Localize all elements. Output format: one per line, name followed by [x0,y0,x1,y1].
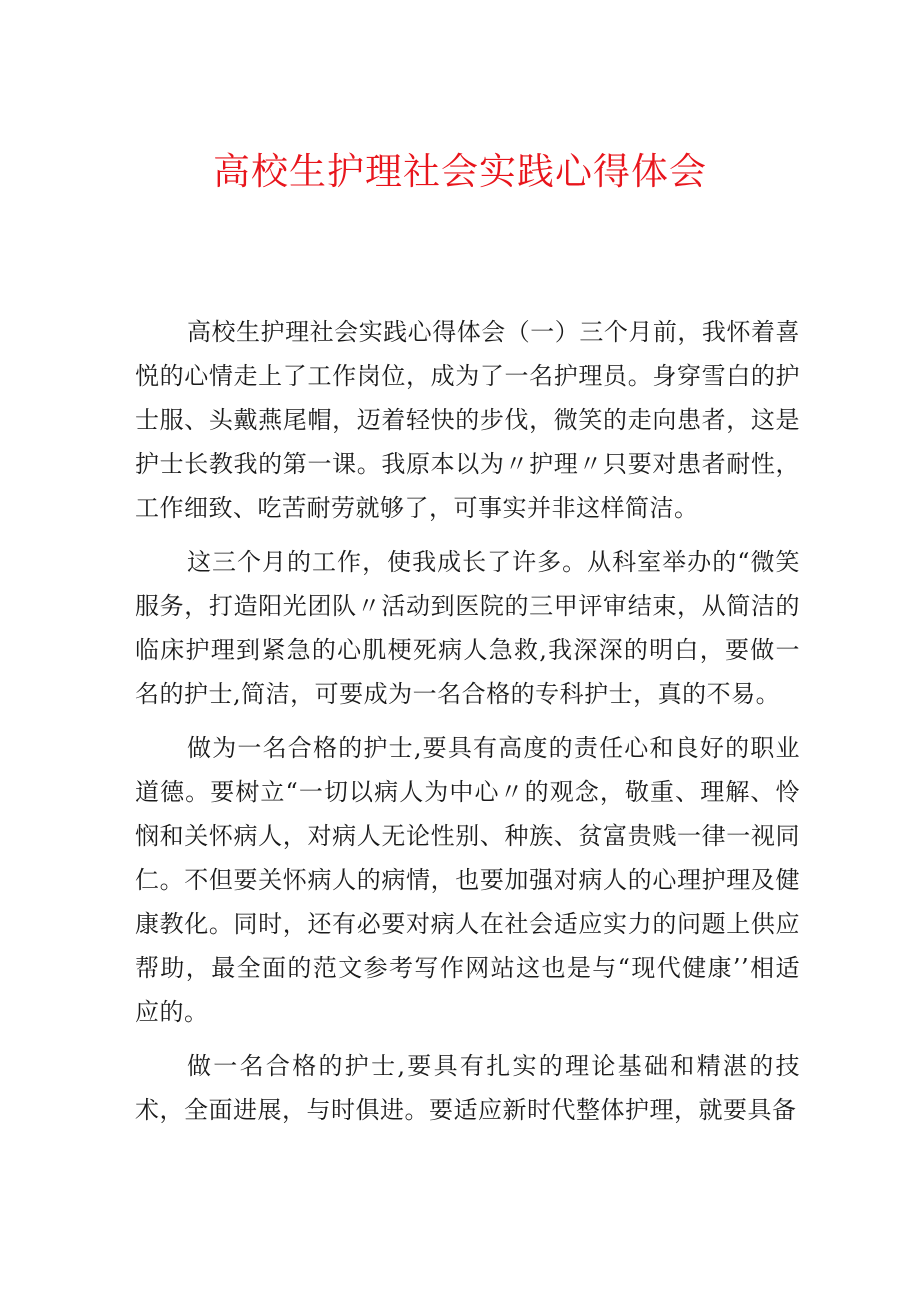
paragraph-4: 做一名合格的护士,要具有扎实的理论基础和精湛的技术，全面进展，与时俱进。要适应新时代整体护理，就要具备 [135,1052,800,1124]
document-body [135,310,800,1142]
paragraph-3: 做为一名合格的护士,要具有高度的责任心和良好的职业道德。要树立“一切以病人为中心〃的观念，敬重、理解、怜悯和关怀病人，对病人无论性别、种族、贫富贵贱一律一视同仁。不但要关怀病人的病情，也要加强对病人的心理护理及健康教化。同时，还有必要对病人在社会适应实力的问题上供应帮助，最全面的范文参考写作网站这也是与“现代健康’’相适应的。 [135,734,800,1026]
paragraph-1: 高校生护理社会实践心得体会（一）三个月前，我怀着喜悦的心情走上了工作岗位，成为了一名护理员。身穿雪白的护士服、头戴燕尾帽，迈着轻快的步伐，微笑的走向患者，这是护士长教我的第一课。我原本以为〃护理〃只要对患者耐性，工作细致、吃苦耐劳就够了，可事实并非这样简洁。 [135,318,800,522]
paragraph-2: 这三个月的工作，使我成长了许多。从科室举办的“微笑服务，打造阳光团队〃活动到医院的三甲评审结束，从简洁的临床护理到紧急的心肌梗死病人急救,我深深的明白，要做一名的护士,简洁，可要成为一名合格的专科护士，真的不易。 [135,548,800,708]
document-title: 高校生护理社会实践心得体会 [213,150,707,193]
